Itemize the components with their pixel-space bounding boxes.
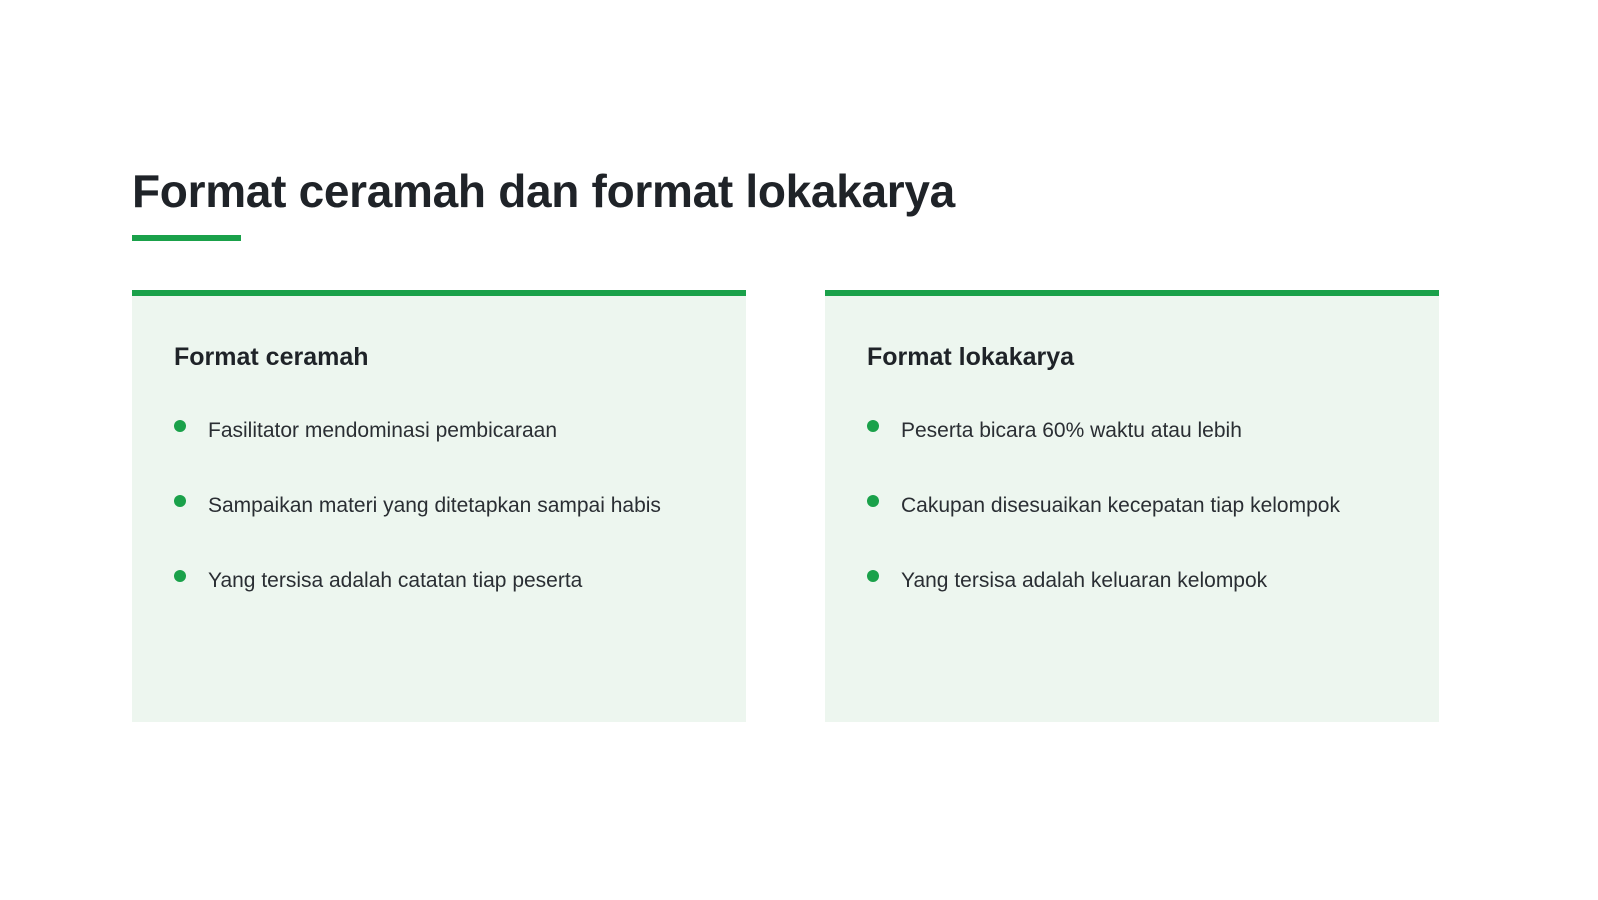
card-heading: Format ceramah [174, 343, 369, 371]
bullet-dot-icon [174, 570, 186, 582]
bullet-dot-icon [174, 495, 186, 507]
list-item [174, 416, 661, 491]
list-item [867, 416, 1340, 491]
bullet-text: Peserta bicara 60% waktu atau lebih [901, 419, 1242, 442]
bullet-dot-icon [174, 420, 186, 432]
bullet-text: Cakupan disesuaikan kecepatan tiap kelompok [901, 494, 1340, 517]
card-format-lokakarya [825, 290, 1439, 722]
list-item [174, 491, 661, 566]
list-item [867, 491, 1340, 566]
slide-title: Format ceramah dan format lokakarya [132, 165, 955, 217]
title-accent-bar [132, 235, 241, 241]
bullet-text: Fasilitator mendominasi pembicaraan [208, 419, 557, 442]
bullet-dot-icon [867, 495, 879, 507]
card-format-ceramah [132, 290, 746, 722]
card-heading: Format lokakarya [867, 343, 1075, 371]
list-item [174, 566, 661, 641]
bullet-dot-icon [867, 570, 879, 582]
bullet-text: Yang tersisa adalah catatan tiap peserta [208, 569, 583, 592]
bullet-text: Sampaikan materi yang ditetapkan sampai habis [208, 494, 661, 517]
bullet-text: Yang tersisa adalah keluaran kelompok [901, 569, 1268, 592]
list-item [867, 566, 1340, 641]
bullet-list [174, 416, 661, 641]
bullet-dot-icon [867, 420, 879, 432]
bullet-list [867, 416, 1340, 641]
